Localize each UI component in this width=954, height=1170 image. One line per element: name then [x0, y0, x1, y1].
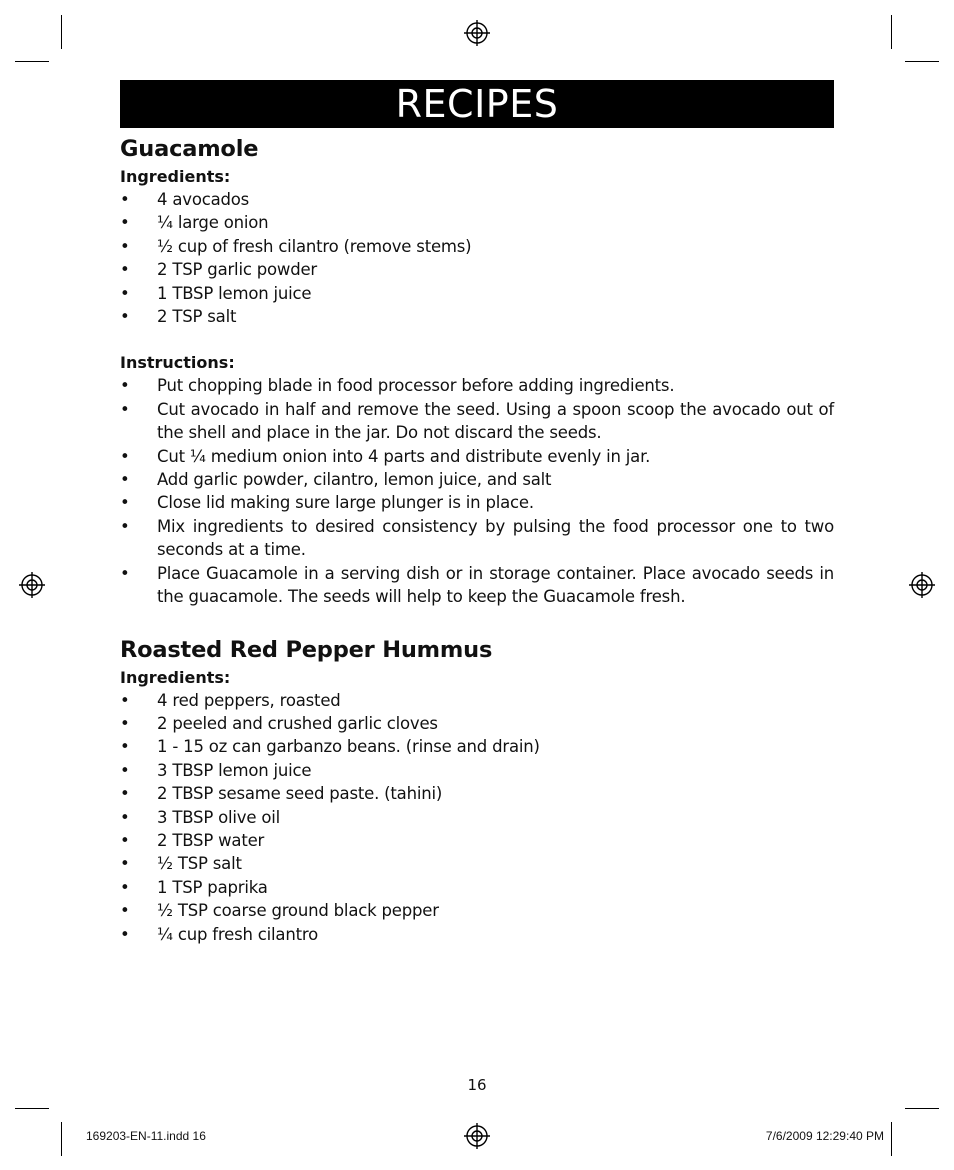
instruction-item: [120, 445, 834, 468]
guacamole-ingredients-heading: Ingredients:: [120, 167, 231, 186]
ingredient-item: [120, 735, 834, 758]
bullet-icon: •: [120, 737, 130, 757]
bullet-icon: •: [120, 213, 130, 233]
crop-mark: [891, 1122, 892, 1156]
print-timestamp: 7/6/2009 12:29:40 PM: [765, 1129, 884, 1143]
instruction-item-text: Put chopping blade in food processor before adding ingredients.: [157, 376, 675, 396]
ingredient-item-text: 4 avocados: [157, 190, 250, 209]
crop-mark: [15, 61, 49, 62]
bullet-icon: •: [120, 516, 130, 536]
crop-mark: [905, 61, 939, 62]
crop-mark: [61, 1122, 62, 1156]
guacamole-instructions-heading: Instructions:: [120, 353, 235, 373]
ingredient-item: [120, 782, 834, 805]
bullet-icon: •: [120, 563, 130, 583]
page-title: RECIPES: [120, 80, 834, 128]
instruction-item: [120, 398, 834, 445]
ingredient-item: [120, 829, 834, 852]
ingredient-item: [120, 689, 834, 712]
ingredient-item-text: 1 TBSP lemon juice: [157, 283, 312, 303]
bullet-icon: •: [120, 190, 130, 209]
recipes-content: [120, 133, 834, 946]
bullet-icon: •: [120, 236, 130, 256]
instruction-item: [120, 491, 834, 514]
guacamole-instructions-list: [120, 374, 834, 608]
instruction-item: [120, 374, 834, 397]
instruction-item: [120, 468, 834, 491]
bullet-icon: •: [120, 854, 130, 874]
ingredient-item-text: 3 TBSP olive oil: [157, 807, 281, 827]
ingredient-item-text: 2 TBSP water: [157, 830, 265, 850]
instruction-item-text: Mix ingredients to desired consistency by pulsing the food processor one to two seconds at a time.: [157, 516, 834, 560]
ingredient-item-text: 2 TBSP sesame seed paste. (tahini): [157, 784, 443, 804]
ingredient-item-text: ½ cup of fresh cilantro (remove stems): [157, 236, 472, 256]
bullet-icon: •: [120, 901, 130, 921]
ingredient-item: [120, 806, 834, 829]
crop-mark: [61, 15, 62, 49]
bullet-icon: •: [120, 493, 130, 513]
instruction-item: [120, 562, 834, 609]
registration-mark-icon: [464, 1123, 490, 1149]
registration-mark-icon: [909, 572, 935, 598]
instruction-item-text: Cut avocado in half and remove the seed. Using a spoon scoop the avocado out of the shell and place in the jar. Do not discard the seeds.: [157, 399, 834, 443]
hummus-ingredients-list: [120, 689, 834, 946]
ingredient-item-text: ½ TSP salt: [157, 854, 242, 874]
file-slug: 169203-EN-11.indd 16: [86, 1129, 206, 1143]
bullet-icon: •: [120, 760, 130, 780]
ingredient-item: [120, 258, 834, 281]
ingredient-item-text: 1 TSP paprika: [157, 877, 268, 897]
crop-mark: [905, 1108, 939, 1109]
ingredient-item-text: ¼ large onion: [157, 213, 269, 233]
instruction-item-text: Add garlic powder, cilantro, lemon juice, and salt: [157, 470, 552, 490]
registration-mark-icon: [464, 20, 490, 46]
bullet-icon: •: [120, 446, 130, 466]
bullet-icon: •: [120, 470, 130, 490]
ingredient-item: [120, 211, 834, 234]
instruction-item: [120, 515, 834, 562]
ingredient-item-text: 2 TSP garlic powder: [157, 260, 318, 280]
bullet-icon: •: [120, 924, 130, 944]
hummus-ingredients-heading: Ingredients:: [120, 667, 231, 687]
ingredient-item: [120, 759, 834, 782]
ingredient-item-text: ¼ cup fresh cilantro: [157, 924, 318, 944]
ingredient-item: [120, 923, 834, 946]
ingredient-item: [120, 235, 834, 258]
bullet-icon: •: [120, 807, 130, 827]
ingredient-item: [120, 712, 834, 735]
bullet-icon: •: [120, 713, 130, 733]
ingredient-item: [120, 899, 834, 922]
bullet-icon: •: [120, 784, 130, 804]
ingredient-item-text: ½ TSP coarse ground black pepper: [157, 901, 439, 921]
hummus-title: Roasted Red Pepper Hummus: [120, 636, 493, 663]
page-number: 16: [467, 1076, 487, 1094]
instruction-item-text: Place Guacamole in a serving dish or in storage container. Place avocado seeds in the guacamole. The seeds will help to keep the Guacamole fresh.: [157, 563, 834, 607]
instruction-item-text: Close lid making sure large plunger is in place.: [157, 493, 534, 513]
ingredient-item: [120, 282, 834, 305]
bullet-icon: •: [120, 877, 130, 897]
bullet-icon: •: [120, 260, 130, 280]
ingredient-item: [120, 852, 834, 875]
bullet-icon: •: [120, 376, 130, 396]
crop-mark: [891, 15, 892, 49]
bullet-icon: •: [120, 690, 130, 710]
bullet-icon: •: [120, 283, 130, 303]
ingredient-item: [120, 188, 834, 211]
ingredient-item-text: 2 peeled and crushed garlic cloves: [157, 713, 438, 733]
ingredient-item-text: 4 red peppers, roasted: [157, 690, 341, 710]
instruction-item-text: Cut ¼ medium onion into 4 parts and distribute evenly in jar.: [157, 446, 651, 466]
bullet-icon: •: [120, 399, 130, 419]
bullet-icon: •: [120, 830, 130, 850]
ingredient-item: [120, 876, 834, 899]
ingredient-item-text: 3 TBSP lemon juice: [157, 760, 312, 780]
crop-mark: [15, 1108, 49, 1109]
bullet-icon: •: [120, 307, 130, 327]
ingredient-item-text: 1 - 15 oz can garbanzo beans. (rinse and drain): [157, 737, 540, 757]
ingredient-item-text: 2 TSP salt: [157, 307, 237, 327]
ingredient-item: [120, 305, 834, 328]
guacamole-ingredients-list: [120, 188, 834, 328]
guacamole-title: Guacamole: [120, 136, 259, 162]
registration-mark-icon: [19, 572, 45, 598]
